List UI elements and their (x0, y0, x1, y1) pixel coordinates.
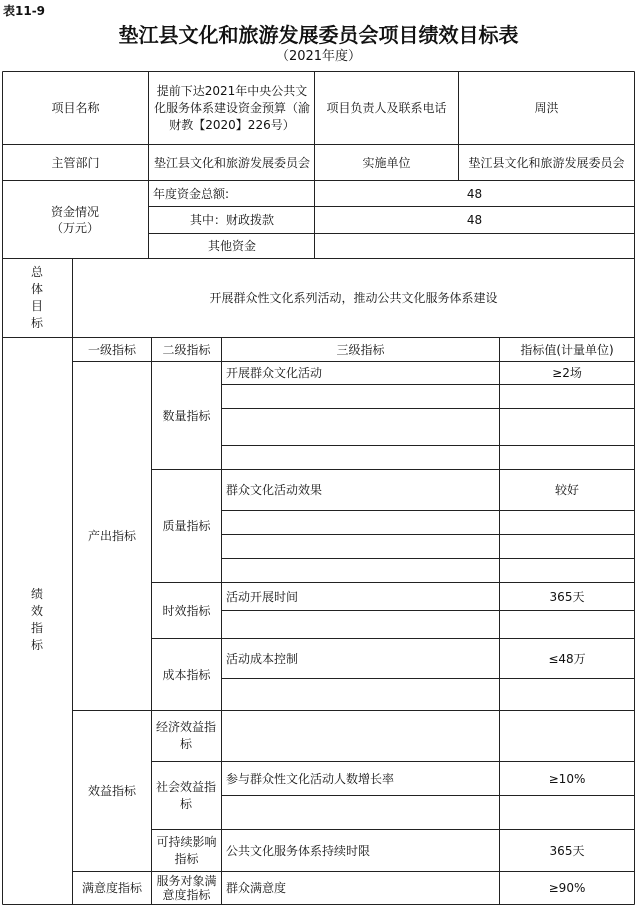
goal-label: 总体目标 (30, 265, 43, 330)
leader-label: 项目负责人及联系电话 (326, 101, 447, 115)
level2-timeliness: 时效指标 (162, 603, 211, 618)
quality-value: 较好 (554, 483, 579, 497)
level2-social: 社会效益指标 (156, 779, 217, 811)
col-level3: 三级指标 (336, 342, 385, 357)
level3-quantity-item: 开展群众文化活动 (226, 366, 323, 380)
project-name-label: 项目名称 (51, 101, 100, 115)
table-number: 表11-9 (3, 4, 46, 18)
level3-timeliness-item: 活动开展时间 (226, 589, 299, 604)
funds-total-label: 年度资金总额: (153, 186, 230, 201)
level3-quality-item: 群众文化活动效果 (226, 483, 323, 497)
goal-text: 开展群众性文化系列活动，推动公共文化服务体系建设 (209, 291, 498, 305)
project-name-value: 提前下达2021年中央公共文化服务体系建设资金预算（渝财教【2020】226号） (153, 83, 310, 132)
level1-satisfaction: 满意度指标 (81, 881, 142, 895)
timeliness-value: 365天 (549, 589, 585, 604)
funds-total-value: 48 (466, 186, 483, 201)
level3-satisfaction-item: 群众满意度 (226, 881, 287, 895)
level2-quality: 质量指标 (162, 519, 211, 533)
level2-sustainable: 可持续影响指标 (156, 834, 217, 866)
level2-economic: 经济效益指标 (156, 720, 217, 751)
level2-quantity: 数量指标 (162, 408, 211, 423)
indicators-side-label: 绩效指标 (30, 587, 43, 652)
level1-output: 产出指标 (87, 529, 136, 543)
cost-value: ≤48万 (548, 651, 586, 666)
dept-value: 垫江县文化和旅游发展委员会 (154, 155, 311, 170)
funds-other-value (315, 234, 634, 258)
funds-other-label: 其他资金 (207, 239, 256, 253)
leader-value: 周洪 (534, 101, 559, 115)
funds-label: 资金情况（万元） (50, 204, 99, 235)
funds-fiscal-label: 其中：财政拨款 (189, 213, 274, 227)
impl-value: 垫江县文化和旅游发展委员会 (468, 155, 625, 170)
level3-sustainable-item: 公共文化服务体系持续时限 (226, 843, 371, 858)
level3-social-item: 参与群众性文化活动人数增长率 (226, 771, 395, 786)
page-title: 垫江县文化和旅游发展委员会项目绩效目标表 (118, 23, 519, 47)
satisfaction-value: ≥90% (548, 881, 586, 895)
impl-label: 实施单位 (362, 155, 411, 170)
level3-cost-item: 活动成本控制 (226, 651, 299, 666)
fiscal-year: （2021年度） (275, 49, 362, 64)
quantity-value: ≥2场 (552, 366, 582, 380)
col-value: 指标值(计量单位) (520, 342, 614, 357)
level2-cost: 成本指标 (162, 667, 211, 682)
dept-label: 主管部门 (51, 155, 100, 170)
col-level2: 二级指标 (162, 342, 211, 357)
sustainable-value: 365天 (549, 843, 585, 858)
level2-service-target: 服务对象满意度指标 (156, 874, 217, 902)
funds-fiscal-value: 48 (466, 213, 483, 227)
col-level1: 一级指标 (87, 342, 136, 357)
social-value: ≥10% (548, 771, 586, 786)
level1-benefit: 效益指标 (87, 784, 136, 798)
